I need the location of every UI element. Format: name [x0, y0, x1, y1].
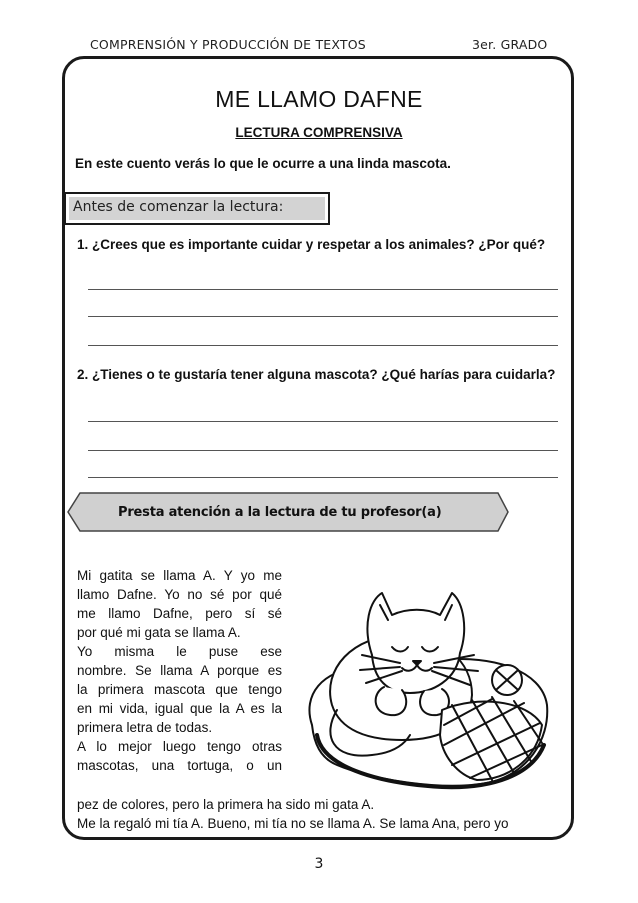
before-reading-box: [64, 192, 330, 225]
sleeping-cat-illustration: [292, 575, 562, 800]
story-line: la primera mascota que tengo: [77, 682, 282, 697]
story-line: llamo Dafne. Yo no sé por qué: [77, 587, 282, 602]
header-subject: COMPRENSIÓN Y PRODUCCIÓN DE TEXTOS: [90, 37, 366, 52]
story-line: pez de colores, pero la primera ha sido mi gata A.: [77, 797, 375, 812]
story-line: Mi gatita se llama A. Y yo me: [77, 568, 282, 583]
story-line: mascotas, una tortuga, o un: [77, 758, 282, 773]
answer-line[interactable]: [88, 289, 558, 290]
answer-line[interactable]: [88, 345, 558, 346]
story-continuation: [77, 795, 565, 833]
question-text: ¿Crees que es importante cuidar y respetar a los animales? ¿Por qué?: [92, 237, 546, 252]
answer-line[interactable]: [88, 477, 558, 478]
answer-line[interactable]: [88, 421, 558, 422]
header-grade: 3er. GRADO: [472, 37, 548, 52]
question-2: [77, 365, 564, 384]
story-line: por qué mi gata se llama A.: [77, 625, 241, 640]
answer-line[interactable]: [88, 450, 558, 451]
story-line: me llamo Dafne, pero sí sé: [77, 606, 282, 621]
page-number: 3: [314, 856, 324, 872]
story-column: [77, 566, 282, 775]
story-line: primera letra de todas.: [77, 720, 213, 735]
story-line: Yo misma le puse ese: [77, 644, 282, 659]
question-number: 1.: [77, 237, 89, 252]
before-reading-label: Antes de comenzar la lectura:: [69, 197, 325, 220]
story-line: en mi vida, igual que la A es la: [77, 701, 282, 716]
story-line: Me la regaló mi tía A. Bueno, mi tía no se llama A. Se lama Ana, pero yo: [77, 816, 509, 831]
story-line: A lo mejor luego tengo otras: [77, 739, 282, 754]
answer-line[interactable]: [88, 316, 558, 317]
banner-label: Presta atención a la lectura de tu profesor(a): [118, 505, 442, 520]
section-subtitle: LECTURA COMPRENSIVA: [235, 125, 403, 140]
intro-text: En este cuento verás lo que le ocurre a una linda mascota.: [75, 156, 451, 171]
question-text: ¿Tienes o te gustaría tener alguna mascota? ¿Qué harías para cuidarla?: [92, 367, 556, 382]
page-title: ME LLAMO DAFNE: [215, 86, 423, 112]
story-line: nombre. Se llama A porque es: [77, 663, 282, 678]
question-number: 2.: [77, 367, 89, 382]
question-1: [77, 235, 564, 254]
